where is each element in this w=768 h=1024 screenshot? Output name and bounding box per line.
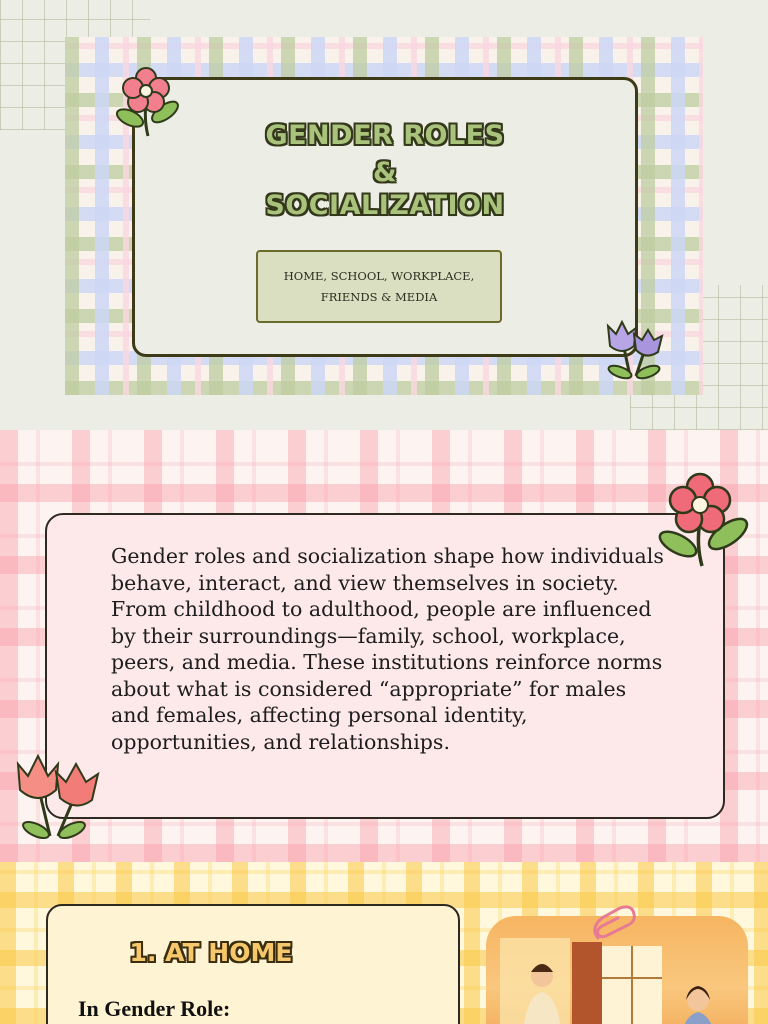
- red-flower-icon: [650, 470, 756, 570]
- subtitle-box: [256, 250, 502, 323]
- subtitle-line-1: HOME, SCHOOL, WORKPLACE,: [283, 268, 475, 283]
- coral-tulip-icon: [10, 750, 110, 844]
- lavender-tulip-icon: [600, 318, 670, 384]
- section-title: 1. AT HOME: [129, 938, 293, 967]
- title-ampersand: &: [372, 157, 398, 188]
- title-slide: [0, 0, 768, 430]
- title-line-1: GENDER ROLES: [265, 120, 505, 151]
- intro-slide: [0, 430, 768, 862]
- section-subheading: In Gender Role:: [78, 996, 231, 1021]
- subtitle-line-2: FRIENDS & MEDIA: [320, 289, 438, 304]
- pink-flower-icon: [108, 64, 186, 140]
- intro-paragraph: Gender roles and socialization shape how individuals behave, interact, and view themselves in society. From childhood to adulthood, people are influenced by their surroundings—family, school, workplace, peers, and media. These institutions reinforce norms about what is considered “appropriate” for males and females, affecting personal identity, opportunities, and relationships.: [111, 544, 664, 754]
- at-home-slide: [0, 862, 768, 1024]
- title-line-3: SOCIALIZATION: [265, 190, 505, 221]
- paperclip-icon: [588, 904, 638, 948]
